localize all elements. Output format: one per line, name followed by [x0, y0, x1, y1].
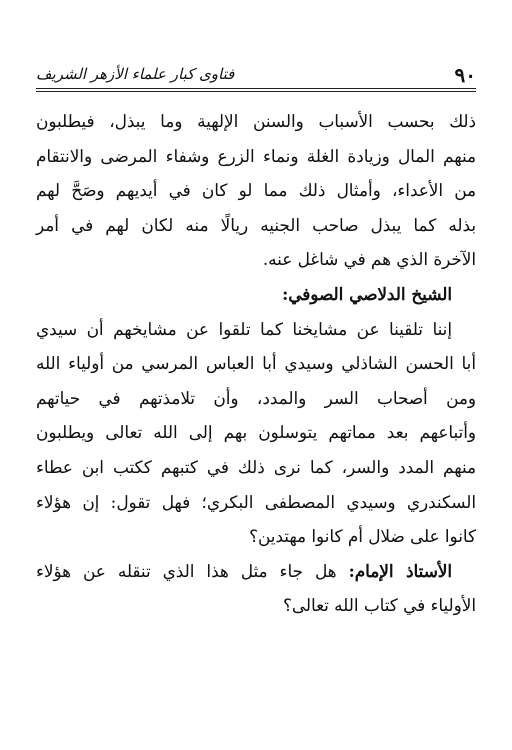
page-body [36, 104, 476, 623]
speaker-label: الأستاذ الإمام: [348, 560, 452, 581]
text-line: أبا الحسن الشاذلي وسيدي أبا العباس المرسي من أولياء الله [36, 353, 476, 374]
header-divider [36, 88, 476, 92]
text-line: ومن أصحاب السر والمدد، وأن تلامذتهم في حياتهم [36, 387, 476, 408]
question-text: هل جاء مثل هذا الذي تنقله عن هؤلاء [36, 560, 337, 581]
text-line: وأتباعهم بعد مماتهم يتوسلون بهم إلى الله تعالى ويطلبون [36, 422, 476, 443]
page-number: ٩٠ [454, 63, 476, 87]
text-line: ذلك بحسب الأسباب والسنن الإلهية وما يبذل، فيطلبون [36, 111, 476, 131]
text-line: إننا تلقينا عن مشايخنا كما تلقوا عن مشايخهم أن سيدي [36, 318, 452, 339]
text-line: السكندري وسيدي المصطفى البكري؛ فهل تقول: إن هؤلاء [36, 491, 476, 512]
text-line: الآخرة الذي هم في شاغل عنه. [262, 249, 476, 270]
text-line: من الأعداء، وأمثال ذلك مما لو كان في أيديهم وصَحَّ لهم [36, 180, 476, 201]
section-heading: الشيخ الدلاصي الصوفي: [282, 283, 452, 304]
page-header [36, 62, 476, 88]
text-line: كانوا على ضلال أم كانوا مهتدين؟ [249, 526, 476, 547]
text-line: منهم المال وزيادة الغلة ونماء الزرع وشفاء المرضى والانتقام [36, 145, 476, 166]
running-title: فتاوى كبار علماء الأزهر الشريف [36, 65, 235, 83]
text-line: بذله كما يبذل صاحب الجنيه ريالًا منه لكان لهم في أمر [36, 214, 476, 235]
text-line: منهم المدد والسر، كما نرى ذلك في كتبهم ككتب ابن عطاء [36, 456, 476, 477]
question-line-end: الأولياء في كتاب الله تعالى؟ [282, 595, 476, 616]
question-line [36, 554, 476, 589]
